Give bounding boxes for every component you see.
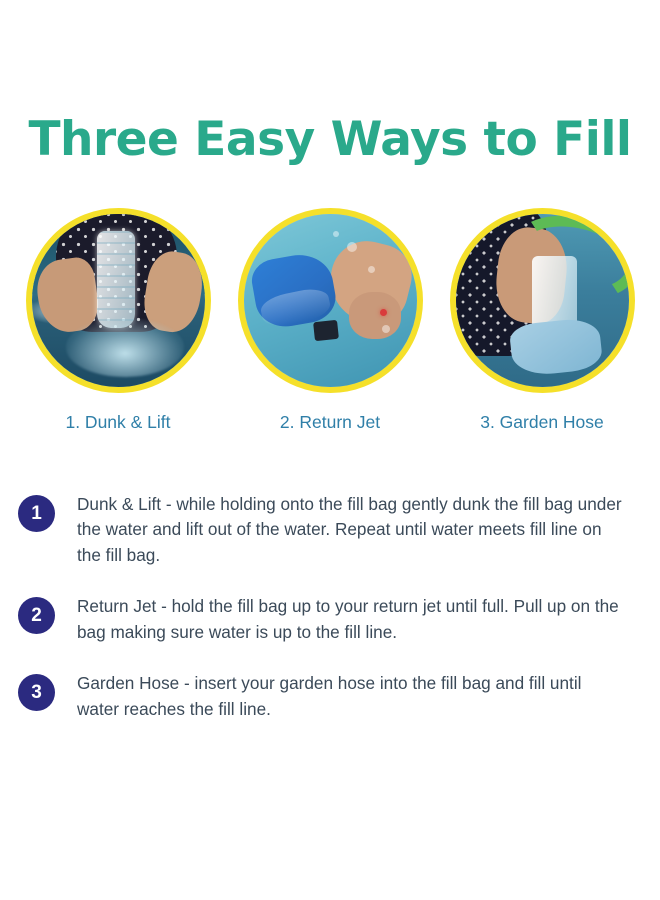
step-text-2: Return Jet - hold the fill bag up to your return jet until full. Pull up on the bag making sure water is up to the fill line. [77, 596, 619, 642]
photo-garden-hose [450, 208, 635, 393]
instruction-step-1 [0, 492, 660, 568]
step-text-1: Dunk & Lift - while holding onto the fill bag gently dunk the fill bag under the water and lift out of the water. Repeat until water meets fill line on the fill bag. [77, 494, 622, 565]
step-number-badge-3: 3 [18, 674, 55, 711]
page-title: Three Easy Ways to Fill [28, 112, 632, 167]
method-card-return-jet [238, 208, 423, 433]
step-number-badge-2: 2 [18, 597, 55, 634]
method-card-garden-hose [450, 208, 635, 433]
caption-garden-hose: 3. Garden Hose [480, 412, 604, 432]
method-image-row [0, 208, 660, 433]
instruction-step-2 [0, 594, 660, 645]
method-card-dunk-and-lift [26, 208, 211, 433]
step-text-3: Garden Hose - insert your garden hose into the fill bag and fill until water reaches the fill line. [77, 673, 582, 719]
photo-return-jet [238, 208, 423, 393]
caption-return-jet: 2. Return Jet [279, 412, 381, 432]
photo-garden-hose-art [456, 214, 629, 387]
caption-dunk-and-lift: 1. Dunk & Lift [65, 412, 171, 432]
photo-return-jet-art [244, 214, 417, 387]
photo-dunk-and-lift-art [32, 214, 205, 387]
step-number-badge-1: 1 [18, 495, 55, 532]
instruction-list [0, 492, 660, 748]
instruction-step-3 [0, 671, 660, 722]
photo-dunk-and-lift [26, 208, 211, 393]
